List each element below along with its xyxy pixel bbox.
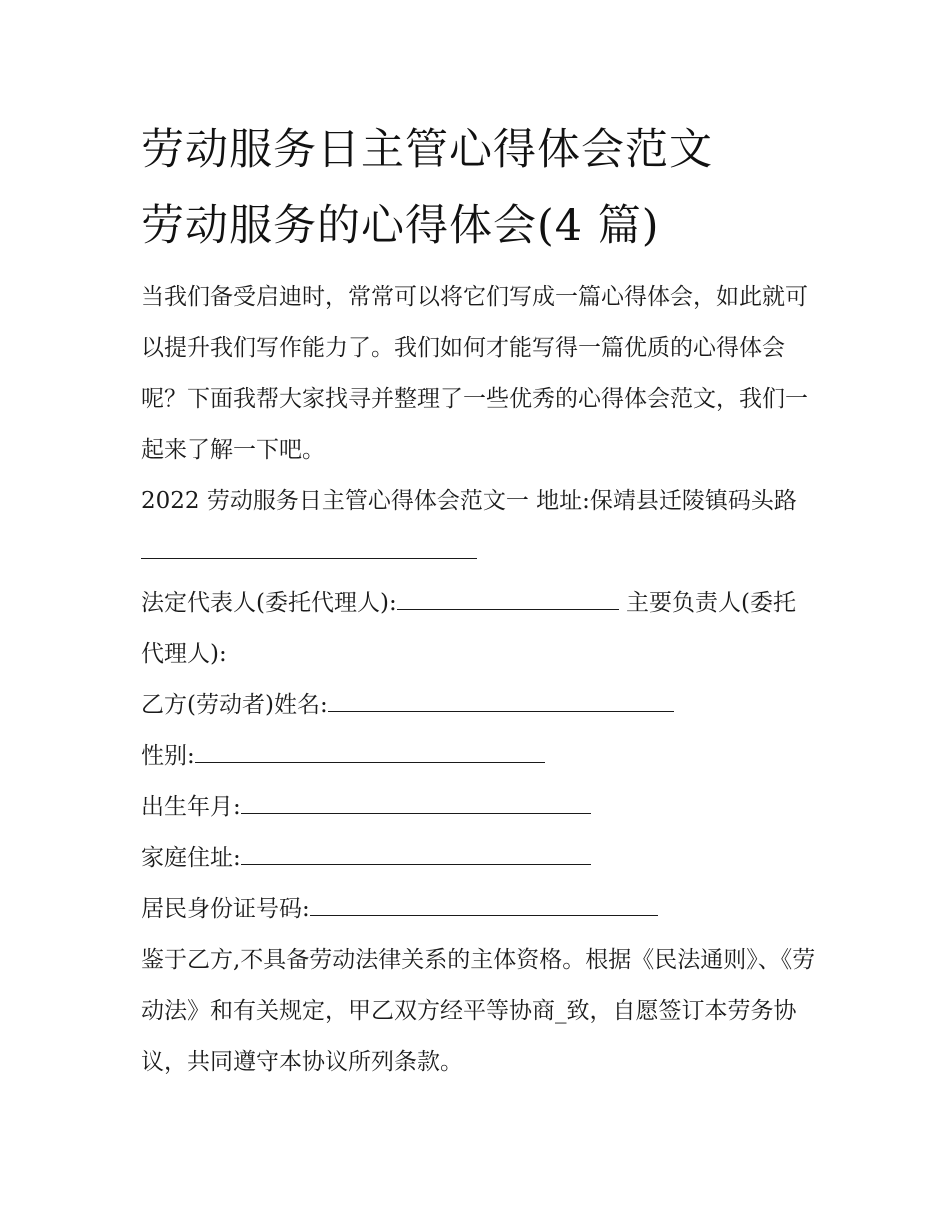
worker-name-paragraph — [141, 680, 816, 731]
worker-name-label: 乙方(劳动者)姓名: — [141, 692, 328, 718]
address-paragraph — [141, 476, 816, 578]
document-title — [141, 112, 816, 264]
worker-name-blank-line — [328, 689, 674, 712]
home-address-paragraph — [141, 833, 816, 884]
document-page — [141, 112, 816, 1088]
address-blank-line — [141, 536, 477, 559]
gender-label: 性别: — [141, 743, 195, 769]
id-number-paragraph — [141, 884, 816, 935]
address-text: 2022 劳动服务日主管心得体会范文一 地址:保靖县迁陵镇码头路 — [141, 488, 797, 514]
home-address-label: 家庭住址: — [141, 845, 241, 871]
birth-paragraph — [141, 782, 816, 833]
title-line-2: 劳动服务的心得体会(4 篇) — [141, 201, 660, 251]
title-line-1: 劳动服务日主管心得体会范文 — [141, 125, 713, 175]
legal-representative-paragraph — [141, 578, 816, 680]
home-address-blank-line — [241, 842, 591, 865]
birth-label: 出生年月: — [141, 794, 241, 820]
legal-representative-blank-line — [397, 587, 619, 610]
gender-paragraph — [141, 731, 816, 782]
legal-representative-label: 法定代表人(委托代理人): — [141, 590, 397, 616]
intro-paragraph: 当我们备受启迪时，常常可以将它们写成一篇心得体会，如此就可以提升我们写作能力了。我们如何才能写得一篇优质的心得体会呢？下面我帮大家找寻并整理了一些优秀的心得体会范文，我们一起来了解一下吧。 — [141, 284, 808, 463]
closing-paragraph: 鉴于乙方,不具备劳动法律关系的主体资格。根据《民法通则》、《劳动法》和有关规定，甲乙双方经平等协商_致，自愿签订本劳务协议，共同遵守本协议所列条款。 — [141, 947, 816, 1075]
birth-blank-line — [241, 791, 591, 814]
id-number-label: 居民身份证号码: — [141, 896, 310, 922]
principal-label: 主要负责人(委托代理人): — [141, 590, 796, 667]
id-number-blank-line — [310, 893, 658, 916]
gender-blank-line — [195, 740, 545, 763]
